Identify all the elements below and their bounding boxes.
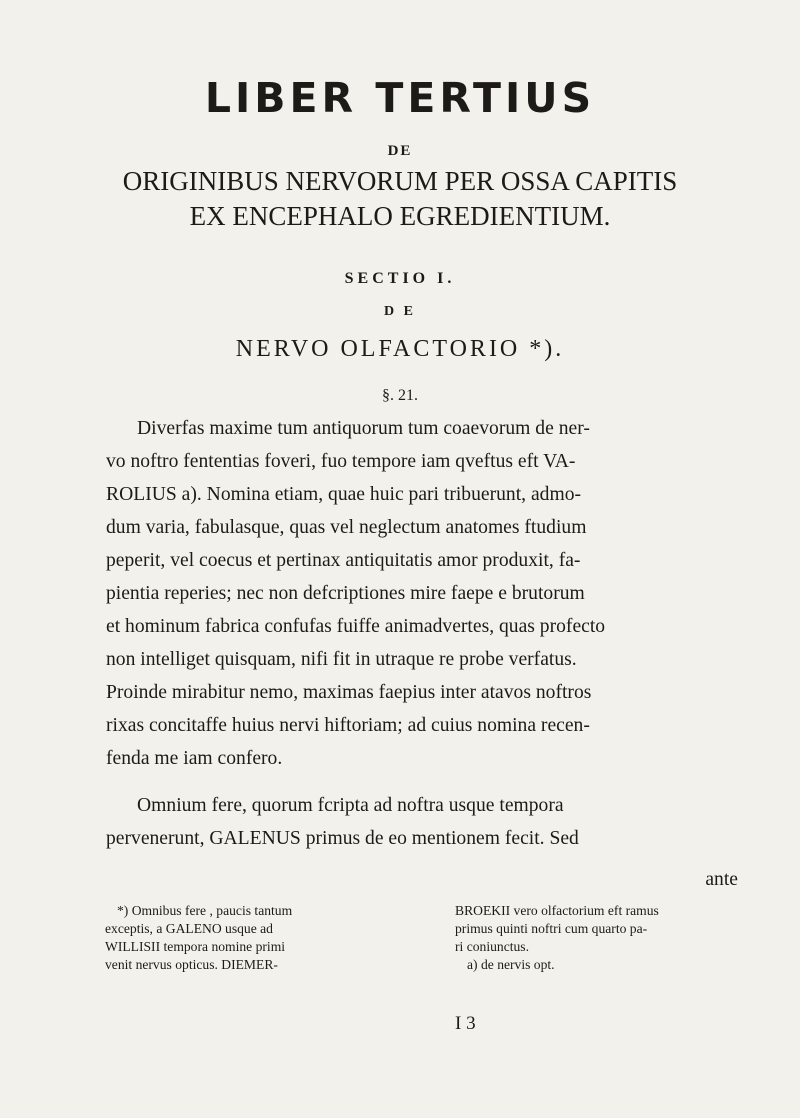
footnote-line: *) Omnibus fere , paucis tantum	[117, 903, 293, 918]
body-line: Omnium fere, quorum fcripta ad noftra usque tempora	[137, 795, 564, 816]
body-line: pervenerunt, GALENUS primus de eo mentionem fecit. Sed	[106, 828, 579, 849]
body-line: et hominum fabrica confufas fuiffe animadvertes, quas profecto	[106, 616, 606, 637]
footnote-left	[105, 902, 443, 974]
chapter-title-line-2: EX ENCEPHALO EGREDIENTIUM.	[189, 201, 611, 231]
section-heading: SECTIO I.	[344, 270, 456, 287]
book-title: LIBER TERTIUS	[204, 74, 596, 122]
body-line: peperit, vel coecus et pertinax antiquitatis amor produxit, fa-	[106, 550, 581, 571]
body-line: Proinde mirabitur nemo, maximas faepius inter atavos noftros	[106, 682, 592, 703]
footnote-line: a) de nervis opt.	[467, 957, 555, 972]
section-preposition: D E	[384, 304, 416, 319]
chapter-title-line-1: ORIGINIBUS NERVORUM PER OSSA CAPITIS	[122, 166, 678, 196]
body-line: ROLIUS a). Nomina etiam, quae huic pari tribuerunt, admo-	[106, 484, 582, 505]
footnote-line: BROEKII vero olfactorium eft ramus	[455, 903, 659, 918]
body-line: vo noftro fententias foveri, fuo tempore iam qveftus eft VA-	[106, 451, 576, 472]
body-line: dum varia, fabulasque, quas vel neglectum anatomes ftudium	[106, 517, 587, 538]
footnote-line: WILLISII tempora nomine primi	[105, 939, 286, 954]
paragraph-number: §. 21.	[382, 387, 418, 404]
body-line: non intelliget quisquam, nifi fit in utraque re probe verfatus.	[106, 649, 577, 670]
body-line: pientia reperies; nec non defcriptiones mire faepe e brutorum	[106, 583, 585, 604]
body-line: rixas concitaffe huius nervi hiftoriam; ad cuius nomina recen-	[106, 715, 590, 736]
footnote-line: exceptis, a GALENO usque ad	[105, 921, 273, 936]
catchword: ante	[705, 869, 738, 890]
section-title: NERVO OLFACTORIO *).	[235, 336, 565, 362]
title-preposition: DE	[387, 143, 413, 159]
body-line: fenda me iam confero.	[106, 748, 283, 769]
signature-mark: I 3	[455, 1013, 476, 1034]
footnote-line: venit nervus opticus. DIEMER-	[105, 957, 278, 972]
footnote-line: primus quinti noftri cum quarto pa-	[455, 921, 648, 936]
footnote-right	[455, 902, 800, 974]
body-line: Diverfas maxime tum antiquorum tum coaevorum de ner-	[137, 418, 590, 439]
footnote-line: ri coniunctus.	[455, 939, 529, 954]
